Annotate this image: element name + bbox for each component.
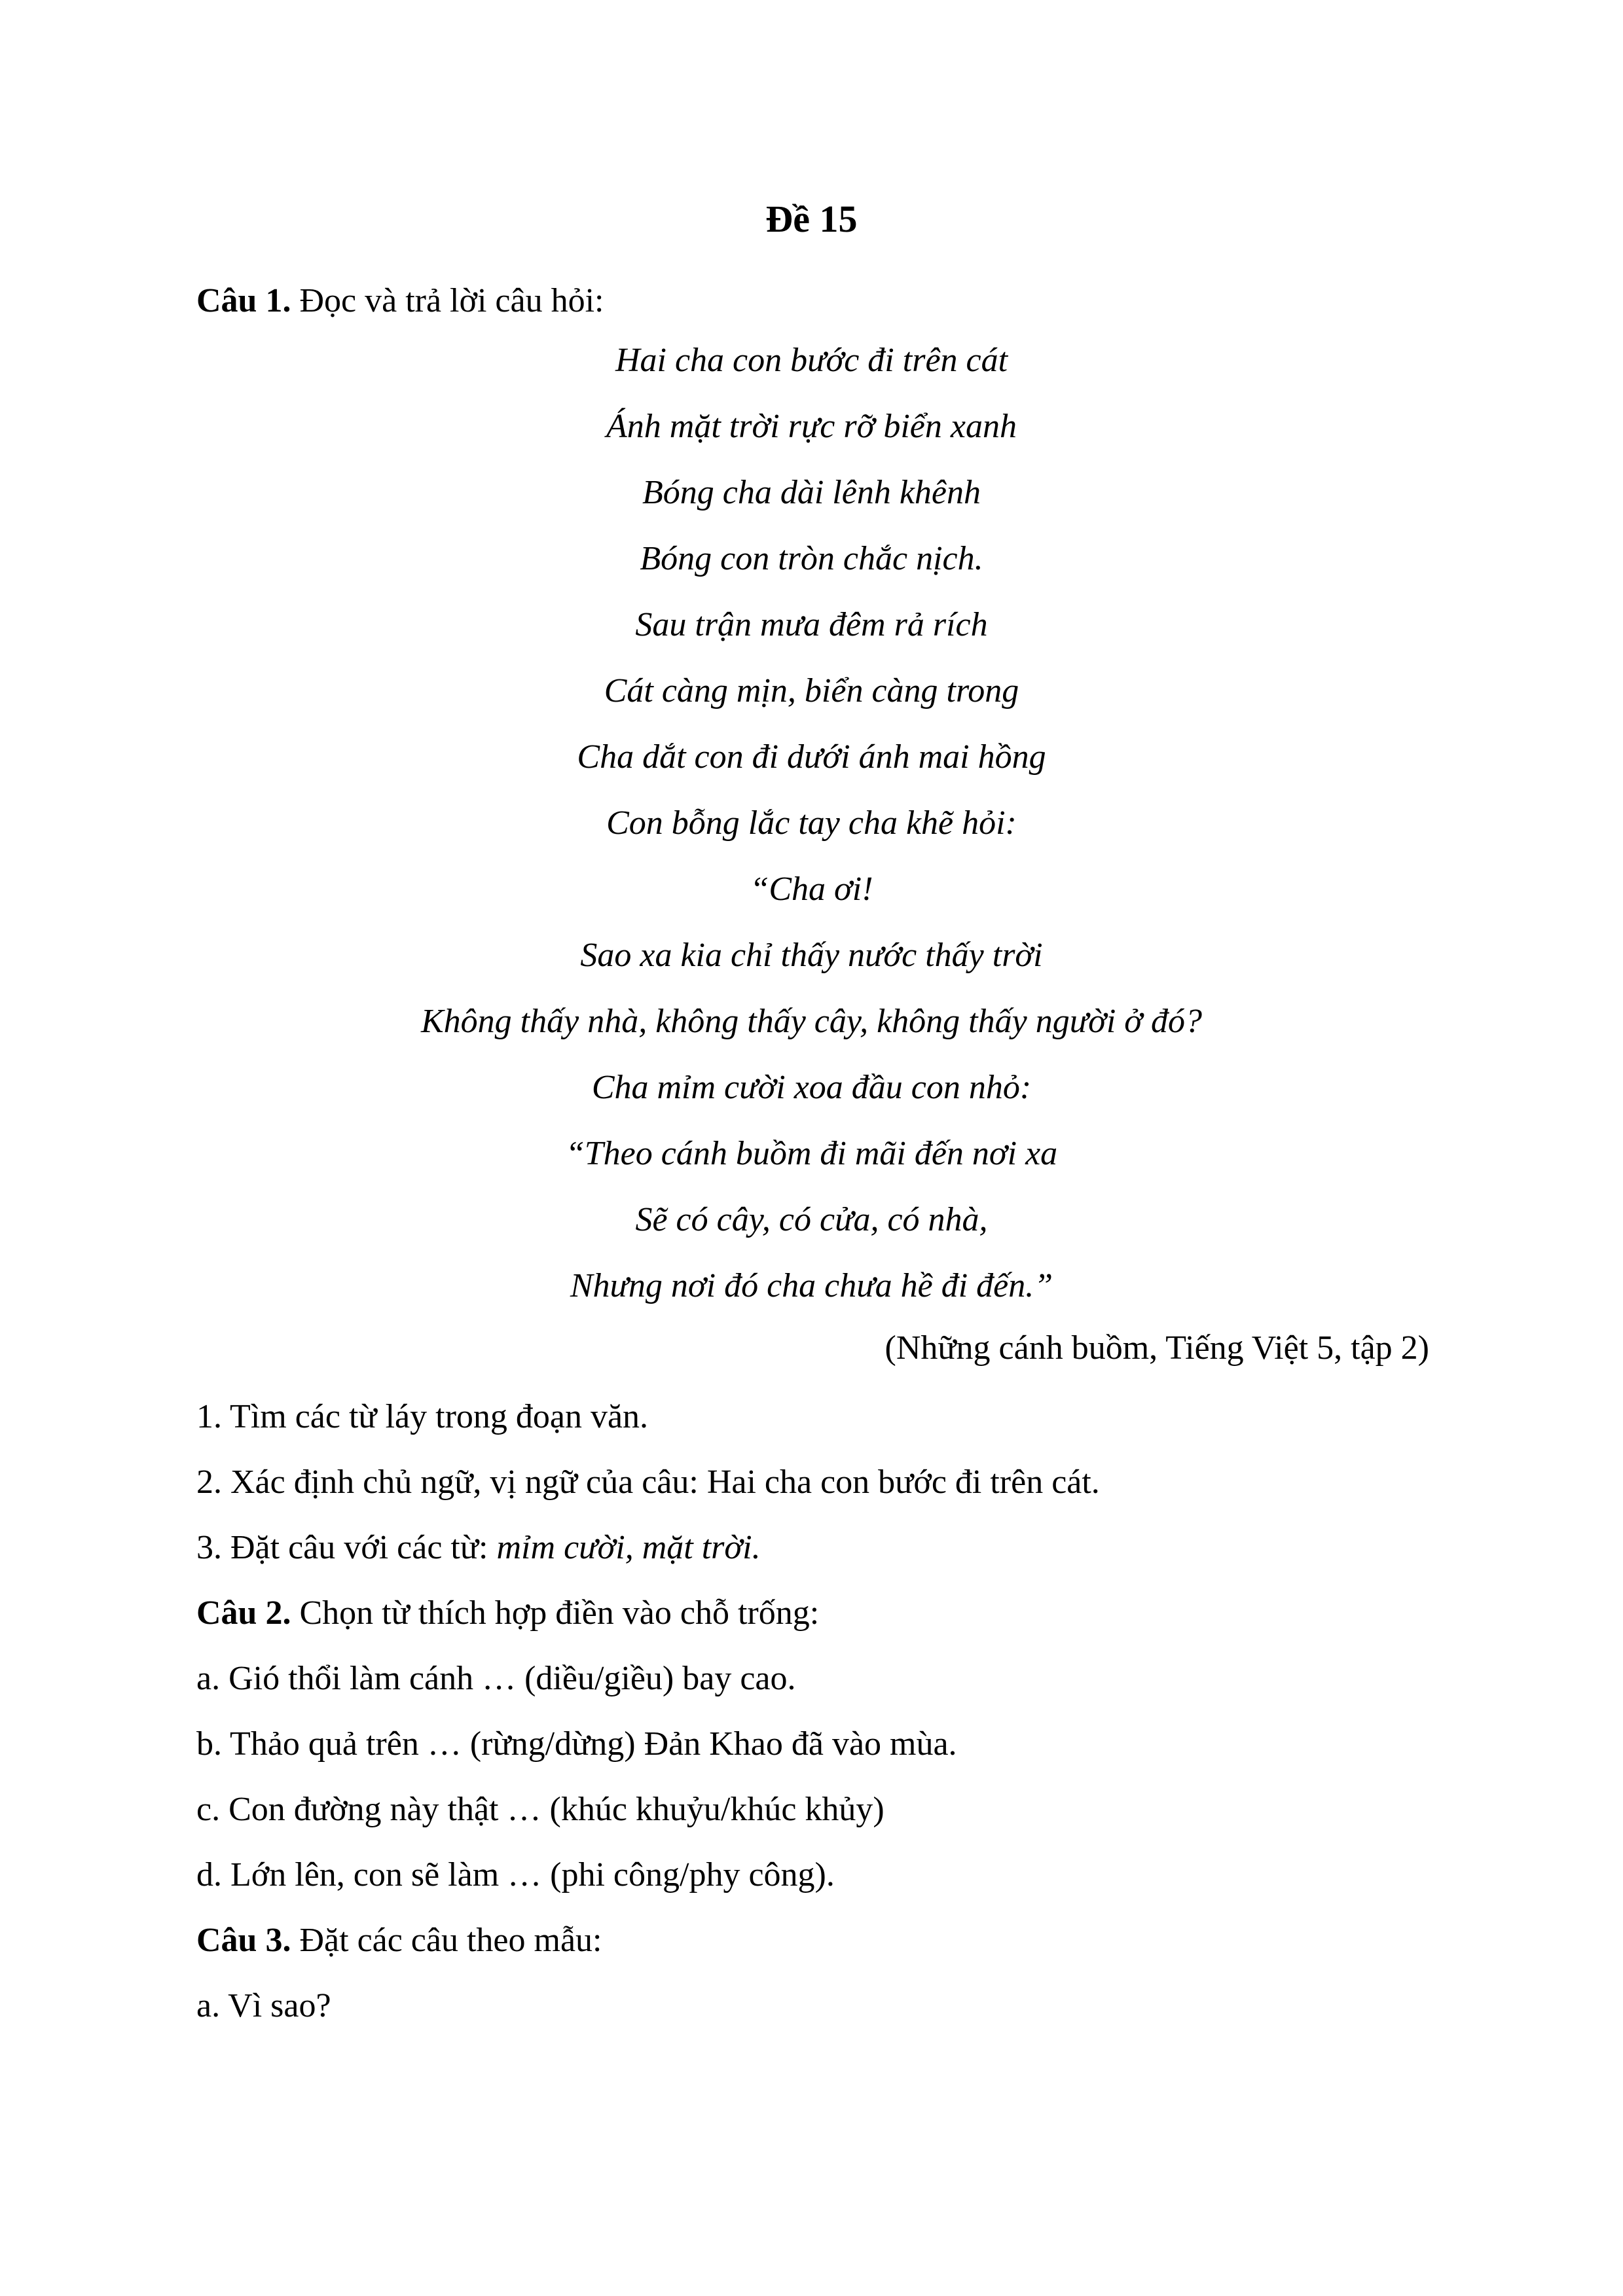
poem-line: Nhưng nơi đó cha chưa hề đi đến.” <box>570 1267 1053 1304</box>
poem-line: Con bỗng lắc tay cha khẽ hỏi: <box>606 804 1017 842</box>
question-2-item-d: d. Lớn lên, con sẽ làm … (phi công/phy công). <box>196 1856 835 1893</box>
poem-line: “Cha ơi! <box>750 870 873 908</box>
page-title: Đề 15 <box>765 198 858 240</box>
question-2-heading <box>196 1584 1427 1643</box>
poem-line: Sao xa kia chỉ thấy nước thấy trời <box>580 937 1043 974</box>
poem-line: Cát càng mịn, biển càng trong <box>604 672 1019 709</box>
poem-line: Bóng cha dài lênh khênh <box>642 474 981 511</box>
question-2-item-a: a. Gió thổi làm cánh … (diều/giều) bay cao. <box>196 1660 796 1697</box>
question-3-label: Câu 3. <box>196 1922 291 1959</box>
poem-line: Không thấy nhà, không thấy cây, không thấy người ở đó? <box>420 1003 1203 1040</box>
poem-line: Bóng con tròn chắc nịch. <box>640 540 983 577</box>
question-1-label: Câu 1. <box>196 282 291 319</box>
question-1-prompt: Đọc và trả lời câu hỏi: <box>291 282 604 319</box>
question-1-item-2: 2. Xác định chủ ngữ, vị ngữ của câu: Hai cha con bước đi trên cát. <box>196 1463 1100 1501</box>
question-1-item-1: 1. Tìm các từ láy trong đoạn văn. <box>196 1398 649 1435</box>
poem-line: “Theo cánh buồm đi mãi đến nơi xa <box>565 1135 1058 1172</box>
question-1-item-3-words: mỉm cười, mặt trời. <box>496 1529 761 1566</box>
question-1-item-3 <box>196 1518 1427 1577</box>
question-3-prompt: Đặt các câu theo mẫu: <box>291 1922 602 1959</box>
poem-line: Ánh mặt trời rực rỡ biển xanh <box>606 408 1017 445</box>
question-1-heading <box>196 272 1427 331</box>
poem-line: Hai cha con bước đi trên cát <box>615 342 1008 379</box>
poem-line: Cha mỉm cười xoa đầu con nhỏ: <box>591 1069 1032 1106</box>
question-2-item-c: c. Con đường này thật … (khúc khuỷu/khúc khủy) <box>196 1791 884 1828</box>
poem-line: Sẽ có cây, có cửa, có nhà, <box>635 1201 988 1238</box>
poem <box>0 327 1623 1319</box>
poem-source: (Những cánh buồm, Tiếng Việt 5, tập 2) <box>884 1329 1429 1367</box>
question-2-label: Câu 2. <box>196 1594 291 1632</box>
poem-line: Sau trận mưa đêm rả rích <box>635 606 988 643</box>
question-3-heading <box>196 1911 1427 1970</box>
question-2-prompt: Chọn từ thích hợp điền vào chỗ trống: <box>291 1594 820 1632</box>
question-2-item-b: b. Thảo quả trên … (rừng/dừng) Đản Khao đã vào mùa. <box>196 1725 957 1763</box>
poem-line: Cha dắt con đi dưới ánh mai hồng <box>577 738 1046 776</box>
question-1-item-3-text: 3. Đặt câu với các từ: <box>196 1529 497 1566</box>
question-3-item-a: a. Vì sao? <box>196 1987 331 2024</box>
